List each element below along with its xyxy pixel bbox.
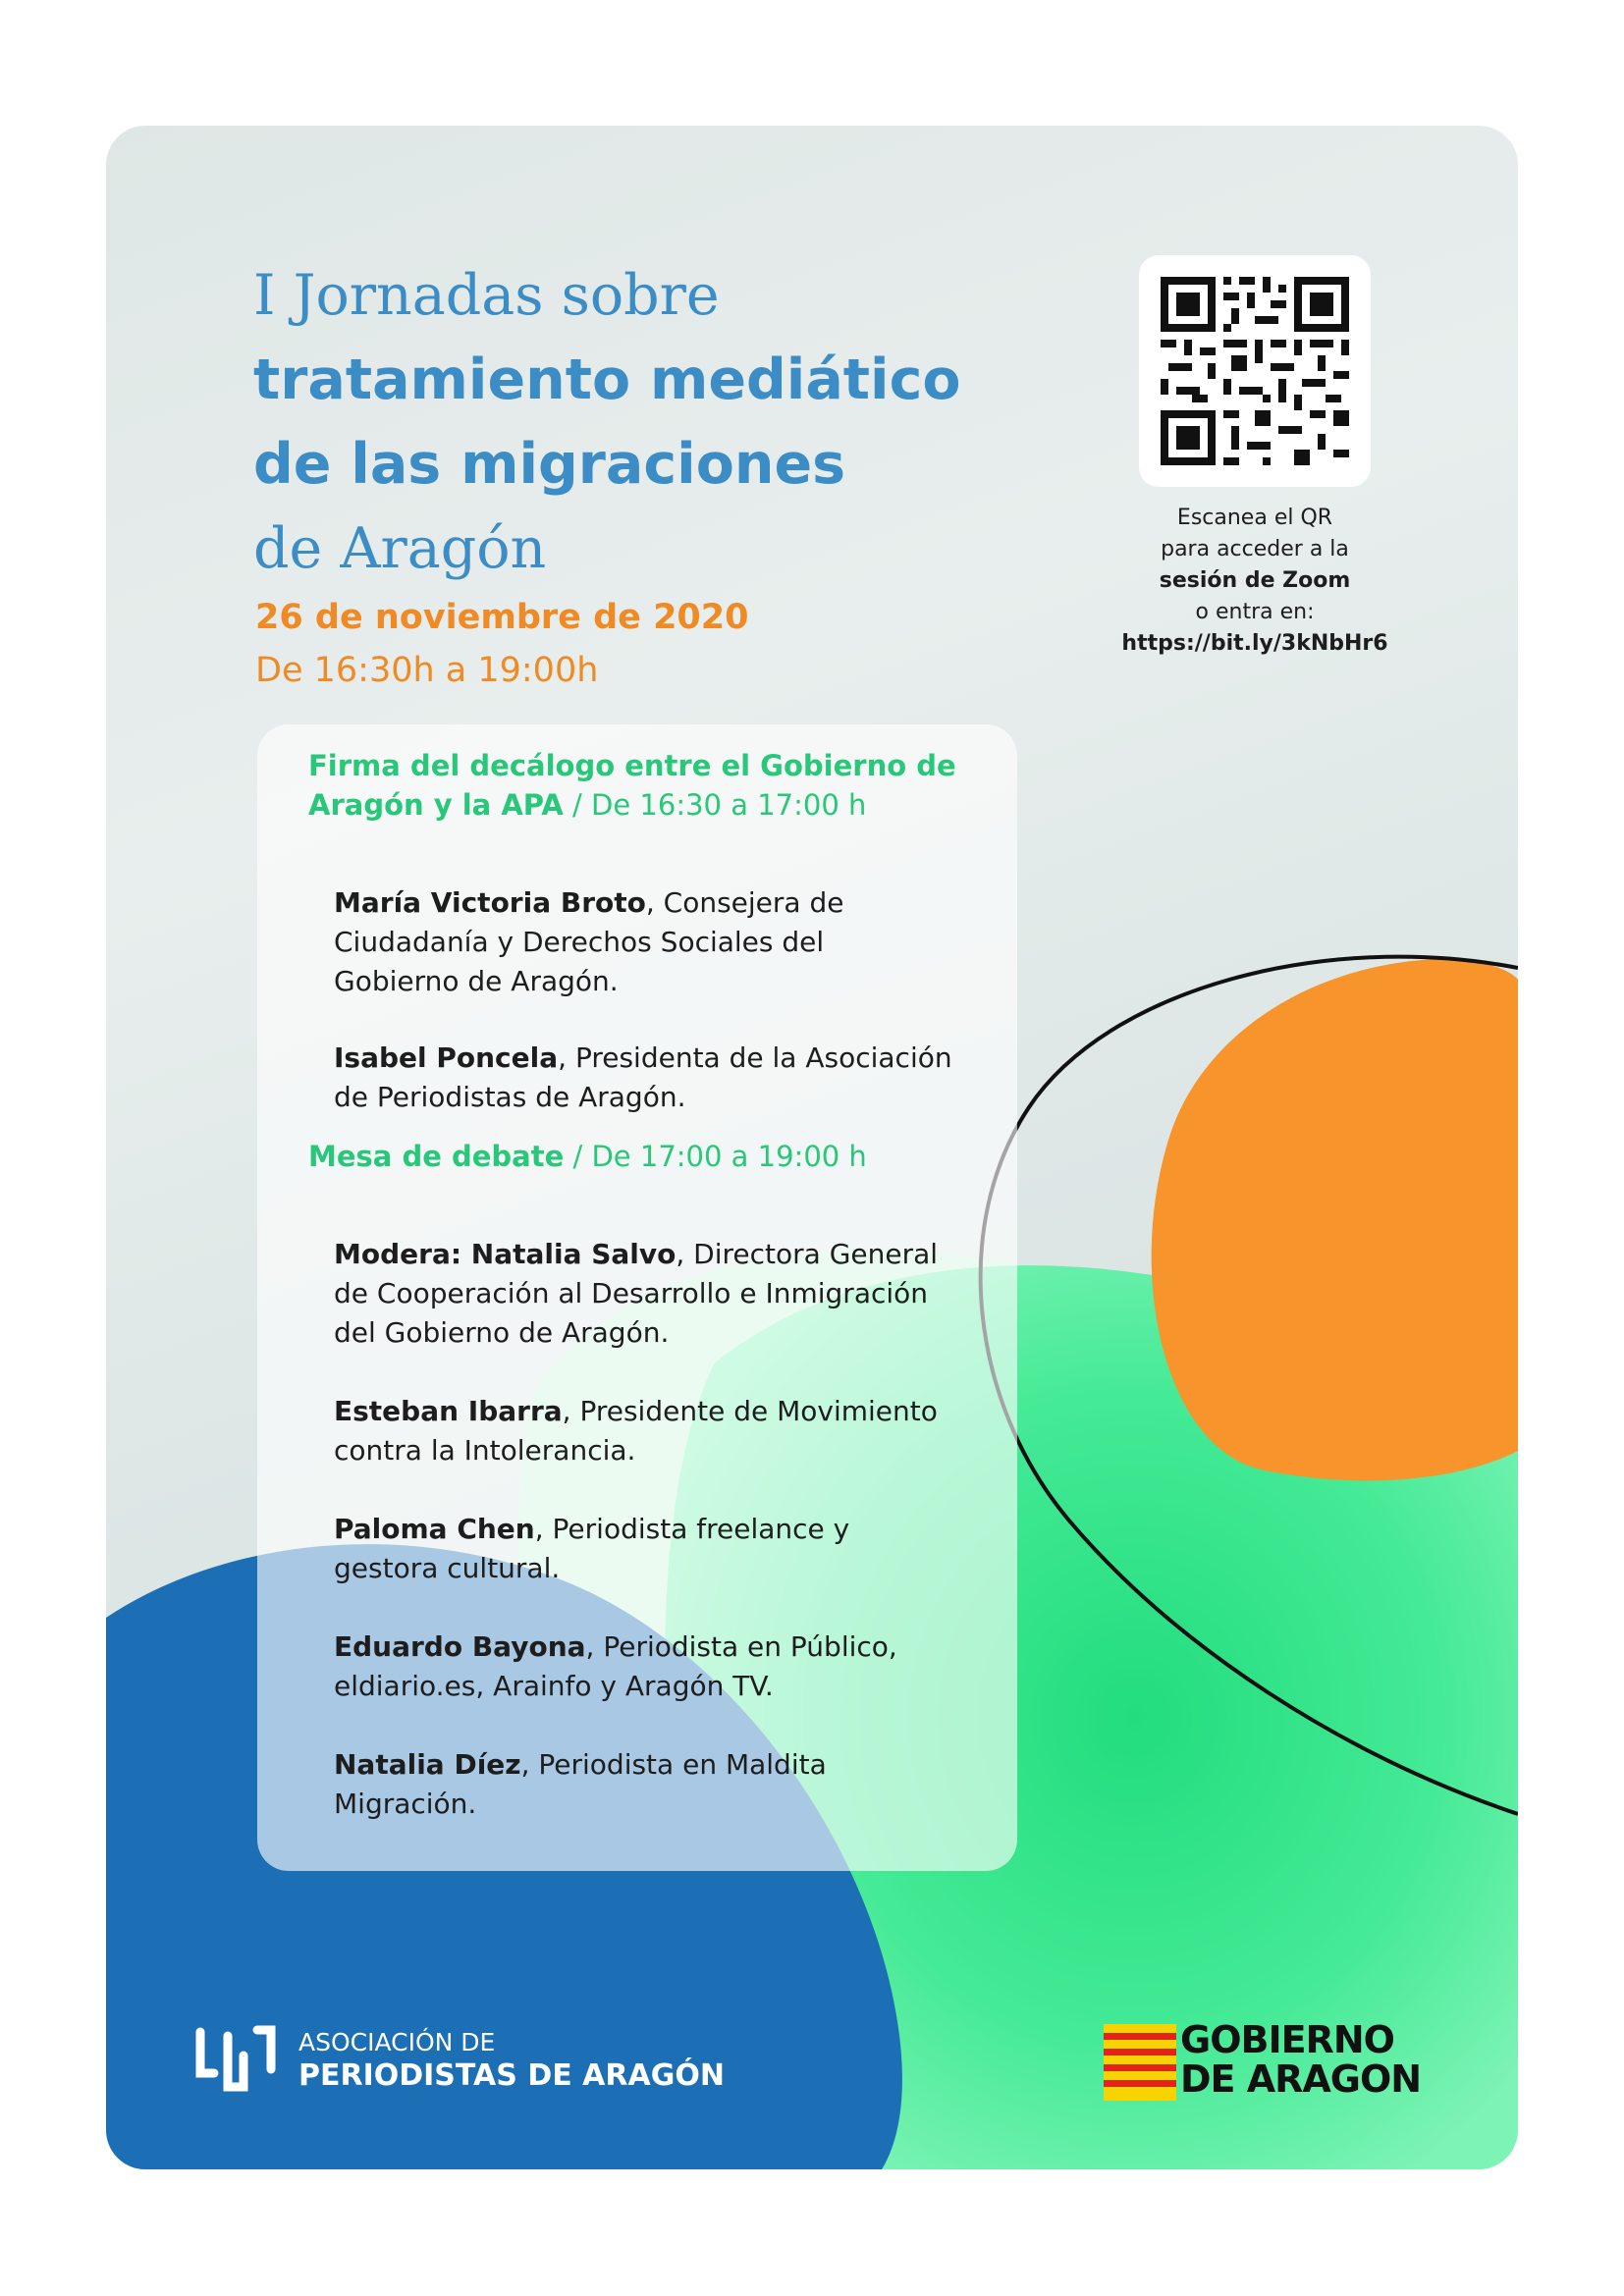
speaker-poncela	[334, 1039, 982, 1117]
speaker-role: , Periodista en Maldita	[520, 1748, 827, 1781]
event-date	[255, 591, 748, 697]
speaker-role: , Periodista freelance y	[534, 1513, 850, 1545]
gob-line-2: DE ARAGON	[1180, 2057, 1422, 2101]
speaker-role: , Periodista en Público,	[585, 1630, 897, 1663]
title-line-4: de Aragón	[253, 516, 547, 581]
orange-blob	[1152, 959, 1518, 1480]
section-1-title	[308, 746, 956, 825]
speaker-bayona	[334, 1628, 982, 1706]
speaker-diez	[334, 1745, 982, 1824]
gob-line-1: GOBIERNO	[1180, 2018, 1394, 2061]
speaker-role-line-2: de Cooperación al Desarrollo e Inmigración	[334, 1277, 929, 1309]
qr-instructions	[1088, 503, 1422, 660]
event-title	[253, 253, 961, 591]
speaker-name: Eduardo Bayona	[334, 1630, 586, 1663]
speaker-role: , Consejera de	[645, 886, 844, 919]
speaker-role-line-2: contra la Intolerancia.	[334, 1434, 636, 1467]
speaker-role-line-3: Gobierno de Aragón.	[334, 965, 619, 997]
aragon-flag-icon	[1104, 2024, 1176, 2101]
section-1-title-line-2	[308, 785, 956, 825]
apa-line-2: PERIODISTAS DE ARAGÓN	[298, 2058, 725, 2093]
qr-line-1: Escanea el QR	[1176, 506, 1333, 530]
section-1-title-line-2-text: Aragón y la APA	[308, 788, 564, 822]
speaker-broto-line-1	[334, 883, 982, 923]
speaker-role-line-2: Ciudadanía y Derechos Sociales del	[334, 926, 825, 958]
section-1-title-line-1: Firma del decálogo entre el Gobierno de	[308, 749, 956, 782]
speaker-salvo	[334, 1235, 982, 1353]
speaker-role-line-2: eldiario.es, Arainfo y Aragón TV.	[334, 1670, 774, 1702]
qr-line-4: o entra en:	[1195, 600, 1315, 624]
qr-line-2: para acceder a la	[1161, 537, 1349, 561]
speaker-role: , Directora General	[676, 1238, 939, 1270]
section-2-title-text: Mesa de debate	[308, 1140, 565, 1173]
speaker-diez-line-1	[334, 1745, 982, 1785]
speaker-poncela-line-1	[334, 1039, 982, 1078]
speaker-chen-line-1	[334, 1510, 982, 1549]
speaker-ibarra	[334, 1392, 982, 1470]
apa-logo-text	[298, 2026, 725, 2093]
qr-line-3: sesión de Zoom	[1159, 568, 1351, 593]
poster	[106, 126, 1518, 2169]
speaker-chen	[334, 1510, 982, 1588]
apa-line-1: ASOCIACIÓN DE	[298, 2028, 496, 2056]
zoom-link[interactable]: https://bit.ly/3kNbHr6	[1121, 631, 1388, 656]
qr-code[interactable]	[1139, 255, 1371, 487]
section-1-time: / De 16:30 a 17:00 h	[563, 788, 867, 822]
speaker-bayona-line-1	[334, 1628, 982, 1667]
gobierno-aragon-logo-text	[1180, 2020, 1421, 2099]
speaker-name: Natalia Díez	[334, 1748, 521, 1781]
title-line-3: de las migraciones	[253, 432, 846, 497]
speaker-broto	[334, 883, 982, 1001]
apa-logo-icon	[194, 2018, 277, 2101]
speaker-name: Isabel Poncela	[334, 1041, 559, 1074]
title-line-1: I Jornadas sobre	[253, 263, 720, 328]
event-time: De 16:30h a 19:00h	[255, 651, 599, 690]
section-2-time: / De 17:00 a 19:00 h	[564, 1140, 867, 1173]
event-day: 26 de noviembre de 2020	[255, 598, 749, 637]
section-2-title	[308, 1137, 867, 1176]
speaker-name: Paloma Chen	[334, 1513, 535, 1545]
speaker-name: María Victoria Broto	[334, 886, 646, 919]
speaker-role-line-2: Migración.	[334, 1788, 477, 1820]
speaker-salvo-line-1	[334, 1235, 982, 1274]
speaker-role-line-2: gestora cultural.	[334, 1552, 561, 1584]
qr-code-icon	[1161, 277, 1349, 465]
speaker-ibarra-line-1	[334, 1392, 982, 1431]
speaker-role: , Presidenta de la Asociación	[558, 1041, 952, 1074]
speaker-name: Esteban Ibarra	[334, 1395, 563, 1427]
speaker-role-line-2: de Periodistas de Aragón.	[334, 1081, 686, 1113]
speaker-role: , Presidente de Movimiento	[562, 1395, 938, 1427]
speaker-role-line-3: del Gobierno de Aragón.	[334, 1316, 670, 1349]
title-line-2: tratamiento mediático	[253, 347, 961, 412]
speaker-name: Modera: Natalia Salvo	[334, 1238, 677, 1270]
